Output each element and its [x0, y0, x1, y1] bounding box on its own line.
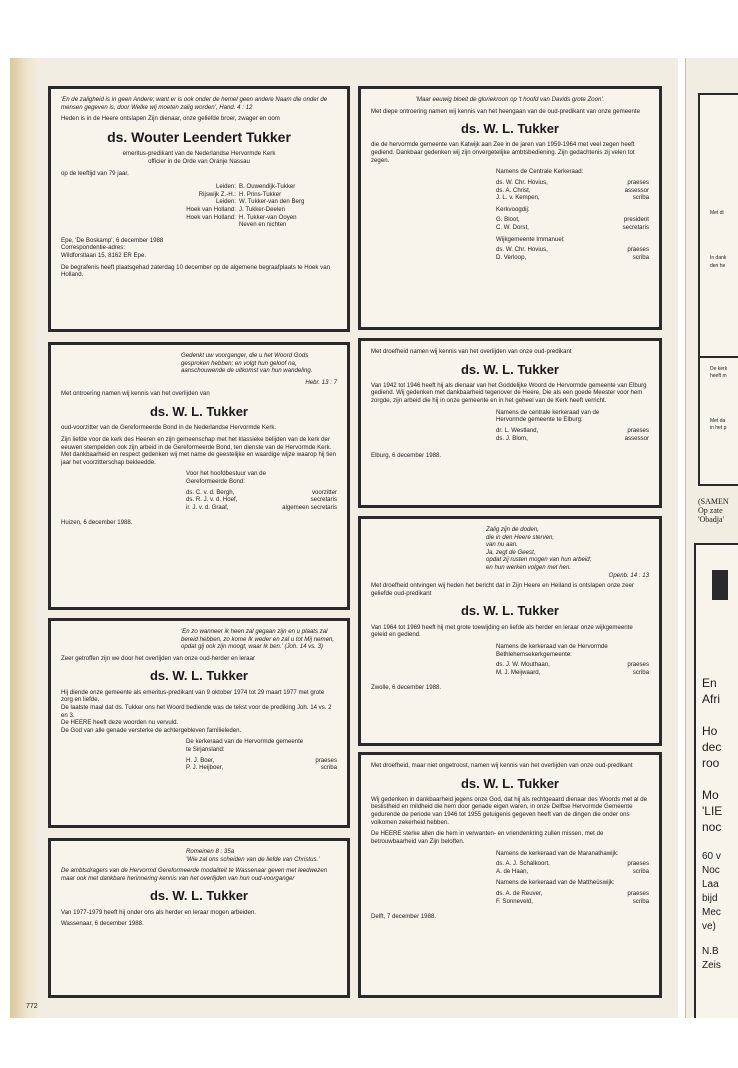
bible-ref: Hebr. 13 : 7 — [305, 378, 337, 386]
signer-row: G. Bloot, president — [496, 216, 649, 224]
body-line: Hij diende onze gemeente als emeritus-predikant van 9 oktober 1974 tot 29 maart 1977 met grote zorg en liefde. — [61, 688, 325, 704]
family-list — [61, 183, 337, 229]
notice-body: Van 1942 tot 1946 heeft hij als dienaar van het Goddelijke Woord de Hervormde gemeente van Elburg gediend. Wij gedenken met dankbaarheid tegenover de Heere, Die als een goede Meester voor hem zorgde, zijn arbeid die hij in onze gemeente en in het geheel van de Kerk heeft verricht. — [371, 381, 647, 405]
notice-intro: Zeer getroffen zijn we door het overlijden van onze oud-herder en leraar — [61, 654, 255, 662]
bible-quote: Gedenkt uw voorganger, die u het Woord Gods gesproken hebben; en volgt hun geloof na, aanschouwende de uitkomst van hun wandeling. — [181, 352, 313, 375]
adjacent-text: (SAMEN Op zate 'Obadja' — [698, 497, 729, 524]
body-line: De HEERE heeft deze woorden nu vervuld. — [61, 719, 179, 727]
family-row: Hoek van Holland: H. Tukker-van Ooyen — [186, 213, 297, 221]
bible-quote: 'En zo wanneer ik heen zal gegaan zijn en u plaats zal bereid hebben, zo kome Ik weder en zal u tot Mij nemen, opdat gij ook zijn moogt, waar Ik ben.' (Joh. 14 vs. 3) — [181, 628, 335, 651]
notice-wassenaar — [48, 838, 350, 998]
deceased-name: ds. W. L. Tukker — [149, 888, 248, 904]
signer-row: M. J. Meijwaard, scriba — [496, 668, 649, 676]
deceased-name: ds. W. L. Tukker — [149, 668, 248, 684]
signature-block: Namens de centrale kerkeraad van de Hervormde gemeente te Elburg: dr. L. Westland, praeses ds. J. Blom, assessor — [496, 408, 649, 442]
age-line: op de leeftijd van 79 jaar. — [61, 169, 129, 177]
notice-intro: Met droefheid, maar niet ongetroost, namen wij kennis van het overlijden van onze oud-predikant — [371, 762, 633, 769]
signer-row: C. W. Dorst, secretaris — [496, 223, 649, 231]
signer-row: P. J. Heijboer, scriba — [186, 764, 337, 772]
place-date: Wassenaar, 6 december 1988. — [61, 920, 144, 928]
place-date: Elburg, 6 december 1988. — [371, 452, 442, 460]
family-row: Rijswijk Z.-H.: H. Prins-Tukker — [198, 190, 282, 198]
corr-address: Wildforstlaan 15, 8162 ER Epe. — [61, 252, 147, 260]
family-row: Leiden: W. Tukker-van den Berg — [216, 198, 305, 206]
signature-block: Voor het hoofdbestuur van de Gereformeerde Bond: ds. C. v. d. Bergh, voorzitter ds. R. J. v. d. Hoef, secretaris ir. J. v. d. Graaf, algemeen secretaris — [186, 470, 337, 511]
notice-delft — [358, 752, 662, 998]
title-line: emeritus-predikant van de Nederlandse Hervormde Kerk — [122, 150, 276, 158]
place-date: Huizen, 6 december 1988. — [61, 519, 133, 527]
family-row: Neven en nichten — [239, 221, 287, 229]
notice-body: die de hervormde gemeente van Katwijk aan Zee in de jaren van 1959-1964 met veel zegen heeft gediend. Dankbaar gedenken wij zijn onvergetelijke ambtsbediening. Zijn gedachtenis zij velen tot zegen. — [371, 141, 635, 164]
signer-row: ds. R. J. v. d. Hoef, secretaris — [186, 496, 337, 504]
signer-row: ds. A. de Reuver, praeses — [496, 889, 649, 897]
subtitle: oud-voorzitter van de Gereformeerde Bond in de Nederlandse Hervormde Kerk. — [61, 424, 277, 432]
notice-intro: Met droefheid namen wij kennis van het overlijden van onze oud-predikant — [371, 348, 572, 355]
signer-row: ds. J. W. Mouthaan, praeses — [496, 661, 649, 669]
bible-quote: 'Wie zal ons scheiden van de liefde van Christus.' — [186, 855, 320, 863]
notice-intro: De ambtsdragers van de Hervormd Gereformeerde modaliteit te Wassenaar geven met leedwezen maar ook met dankbare herinnering kennis van het overlijden van hun oud-voorganger — [61, 867, 328, 882]
place-date: Delft, 7 december 1988. — [371, 913, 437, 921]
notice-katwijk — [358, 86, 662, 330]
notice-intro: Met ontroering namen wij kennis van het overlijden van — [61, 390, 210, 398]
signer-row: ds. A. Christ, assessor — [496, 186, 649, 194]
body-line: De God van alle genade versterke de achtergebleven familieleden. — [61, 726, 242, 734]
notice-tukker-family — [48, 86, 350, 332]
notice-gereformeerde-bond — [48, 342, 350, 610]
family-row: Hoek van Holland: J. Tukker-Deelen — [186, 205, 286, 213]
deceased-name: ds. W. L. Tukker — [460, 361, 559, 377]
deceased-name: ds. W. L. Tukker — [460, 121, 559, 137]
place-date: Epe, 'De Boskamp', 6 december 1988 — [61, 236, 164, 244]
funeral-note: De begrafenis heeft plaatsgehad zaterdag 10 december op de algemene begraafplaats te Hoek van Holland. — [61, 263, 330, 279]
body-line: De laatste maal dat ds. Tukker ons het Woord bediende was de tekst voor de prediking Joh. 14 vs. 2 en 3. — [61, 703, 332, 719]
page-spine — [10, 58, 40, 1018]
signer-row: ds. C. v. d. Bergh, voorzitter — [186, 488, 337, 496]
notice-body: De HEERE sterke allen die hem in verwanten- en vriendenkring zullen missen, met de betrouwbaarheid van Zijn beloften. — [371, 830, 604, 845]
bible-quote: 'Maar eeuwig bloeit de gloriekroon op 't hoofd van Davids grote Zoon'. — [415, 96, 605, 103]
deceased-name: ds. Wouter Leendert Tukker — [107, 128, 291, 145]
signature-block: Namens de Centrale Kerkeraad: ds. W. Chr. Hovius, praeses ds. A. Christ, assessor J. L. v. Kempen, scriba Kerkvoogdij: G. Bloot, president C. W. Dorst, secretaris Wijkgemeente Immanuel: ds. W. Chr. Hovius, praeses D. Verloop, scriba — [496, 168, 649, 261]
notice-sirjansland — [48, 618, 350, 828]
deceased-name: ds. W. L. Tukker — [149, 404, 248, 420]
place-date: Zwolle, 6 december 1988. — [371, 684, 442, 692]
signer-row: ds. A. J. Schalkoort, praeses — [496, 860, 649, 868]
deceased-name: ds. W. L. Tukker — [460, 775, 559, 791]
bible-quote: Zalig zijn de doden, die in den Heere sterven, van nu aan. Ja, zegt de Geest, opdat zij rusten mogen van hun arbeid; en hun werken volgen met hen. Openb. 14 : 13 — [486, 526, 649, 579]
signer-row: F. Sonneveld, scriba — [496, 897, 649, 905]
adjacent-ad: En Afri Ho dec roo Mo 'LIE noc 60 v Noc Laa bijd Mec ve) N.B Zeis — [694, 543, 738, 1018]
notice-elburg — [358, 338, 662, 508]
emblem-icon — [712, 570, 728, 600]
bible-quote: 'En de zaligheid is in geen Andere; want er is ook onder de hemel geen andere Naam die onder de mensen gegeven is, door Welke wij moeten zalig worden', Hand. 4 : 12 — [61, 96, 328, 111]
signer-row: D. Verloop, scriba — [496, 253, 649, 261]
signer-row: dr. L. Westland, praeses — [496, 426, 649, 434]
signer-row: H. J. Boer, praeses — [186, 756, 337, 764]
notice-intro: Met droefheid ontvingen wij heden het bericht dat in Zijn Heere en Heiland is ontslapen onze zeer geliefde oud-predikant — [371, 582, 634, 597]
notice-zwolle — [358, 516, 662, 746]
page-number: 772 — [26, 1003, 38, 1010]
title-line: officier in de Orde van Oranje Nassau — [148, 157, 250, 165]
signer-row: ds. W. Chr. Hovius, praeses — [496, 246, 649, 254]
deceased-name: ds. W. L. Tukker — [460, 603, 559, 619]
family-row: Leiden: B. Ouwendijk-Tukker — [216, 183, 296, 191]
notice-body: Van 1964 tot 1969 heeft hij met grote toewijding en liefde als herder en leraar onze wijkgemeente geleid en gediend. — [371, 623, 633, 639]
signer-row: J. L. v. Kempen, scriba — [496, 194, 649, 202]
bible-ref: Romeinen 8 : 35a — [186, 848, 235, 855]
signer-row: ir. J. v. d. Graaf, algemeen secretaris — [186, 503, 337, 511]
adjacent-notice: De kerk heeft m Met da in het p — [698, 356, 738, 486]
notice-body: Wij gedenken in dankbaarheid jegens onze God, dat hij als rechtgeaard dienaar des Woords met al de beslistheid en mildheid die hem door genade eigen waren, in onze Delftse Hervormde Gemeente gedurende de periode van 1946 tot 1955 getuigenis gegeven heeft van de dingen die onder ons volkomen zekerheid hebben. — [371, 795, 647, 826]
adjacent-page — [685, 58, 738, 1018]
signature-block: Namens de kerkeraad van de Hervormde Bethlehemsekerkgemeente: ds. J. W. Mouthaan, praeses M. J. Meijwaard, scriba — [496, 642, 649, 676]
corr-label: Correspondentie-adres: — [61, 244, 126, 252]
signer-row: ds. W. Chr. Hovius, praeses — [496, 178, 649, 186]
signature-block: Namens de kerkeraad van de Maranathawijk: ds. A. J. Schalkoort, praeses A. de Haan, scriba Namens de kerkeraad van de Mattheüswijk: ds. A. de Reuver, praeses F. Sonneveld, scriba — [496, 849, 649, 905]
notice-intro: Met diepe ontroering namen wij kennis van het heengaan van de oud-predikant van onze gemeente — [371, 107, 640, 115]
notice-body: Van 1977-1979 heeft hij onder ons als herder en leraar mogen arbeiden. — [61, 908, 257, 916]
signer-row: A. de Haan, scriba — [496, 867, 649, 875]
signer-row: ds. J. Blom, assessor — [496, 434, 649, 442]
signature-block: De kerkeraad van de Hervormde gemeente te Sirjansland: H. J. Boer, praeses P. J. Heijboer, scriba — [186, 738, 337, 772]
notice-body: Zijn liefde voor de kerk des Heeren en zijn gemeenschap met het klassieke belijden van de kerk der eeuwen stempelden ook zijn arbeid in de Gereformeerde Bond, ten dienste van de Hervormde Kerk. Met dankbaarheid en respect gedenken wij met name de geestelijke en waardige wijze waarop hij tien jaar het voorzitterschap bekleedde. — [61, 435, 337, 466]
adjacent-notice: Met di In dank den he — [698, 93, 738, 368]
notice-intro: Heden is in de Heere ontslapen Zijn dienaar, onze geliefde broer, zwager en oom — [61, 115, 280, 123]
